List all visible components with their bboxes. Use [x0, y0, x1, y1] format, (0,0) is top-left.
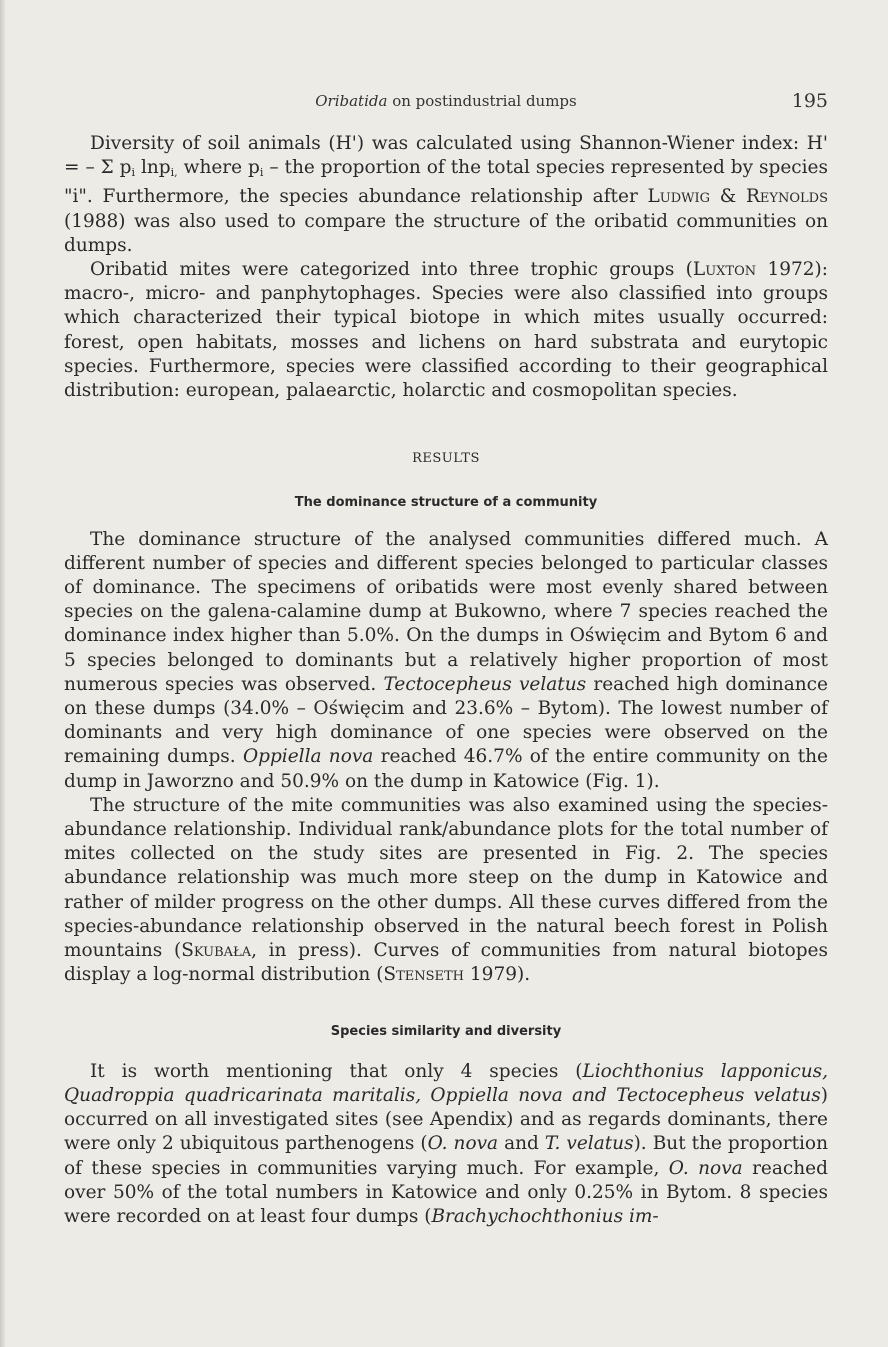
subheading-dominance-structure: The dominance structure of a community	[294, 495, 598, 511]
paragraph-species-similarity: It is worth mentioning that only 4 species (Liochthonius lapponicus, Quadroppia quadricarinata maritalis, Oppiella nova and Tectocepheus velatus) occurred on all investigated sites (see Apendix) and as regards dominants, there were only 2 ubiquitous parthenogens (O. nova and T. velatus). But the proportion of these species in communities varying much. For example, O. nova reached over 50% of the total numbers in Katowice and only 0.25% in Bytom. 8 species were recorded on at least four dumps (Brachychochthonius im-	[64, 1060, 828, 1227]
paragraph-trophic-groups: Oribatid mites were categorized into three trophic groups (Luxton 1972): macro-, micro- and panphytophages. Species were also classified into groups which characterized their typical biotope in which mites usually occurred: forest, open habitats, mosses and lichens on hard substrata and eurytopic species. Furthermore, species were classified according to their geographical distribution: european, palaearctic, holarctic and cosmopolitan species.	[64, 259, 828, 402]
paragraph-dominance-structure: The dominance structure of the analysed communities differed much. A different number of species and different species belonged to particular classes of dominance. The specimens of oribatids were most evenly shared between species on the galena-calamine dump at Bukowno, where 7 species reached the dominance index higher than 5.0%. On the dumps in Oświęcim and Bytom 6 and 5 species belonged to dominants but a relatively higher proportion of most numerous species was observed. Tectocepheus velatus reached high dominance on these dumps (34.0% – Oświęcim and 23.6% – Bytom). The lowest number of dominants and very high dominance of one species were observed on the remaining dumps. Oppiella nova reached 46.7% of the entire community on the dump in Jaworzno and 50.9% on the dump in Katowice (Fig. 1).	[64, 528, 828, 792]
running-head-title: Oribatida on postindustrial dumps	[315, 92, 577, 110]
running-head	[64, 92, 828, 114]
page-binding-shadow	[0, 0, 6, 1347]
paragraph-species-abundance: The structure of the mite communities was also examined using the species-abundance relationship. Individual rank/abundance plots for the total number of mites collected on the study sites are presented in Fig. 2. The species abundance relationship was much more steep on the dump in Katowice and rather of milder progress on the other dumps. All these curves differed from the species-abundance relationship observed in the natural beech forest in Polish mountains (Skubała, in press). Curves of communities from natural biotopes display a log-normal distribution (Stenseth 1979).	[64, 794, 828, 986]
section-heading-results: RESULTS	[412, 451, 480, 467]
page-number: 195	[791, 90, 828, 112]
article-body	[64, 132, 828, 1229]
paragraph-diversity-index: Diversity of soil animals (H') was calculated using Shannon-Wiener index: H' = – Σ $p_i$ lnp$_{i,}$ where $p_i$ – the proportion of the total species represented by species "i". Furthermore, the species abundance relationship after Ludwig & Reynolds (1988) was also used to compare the structure of the oribatid communities on dumps.	[64, 133, 828, 256]
subheading-similarity-diversity: Species similarity and diversity	[330, 1023, 562, 1039]
